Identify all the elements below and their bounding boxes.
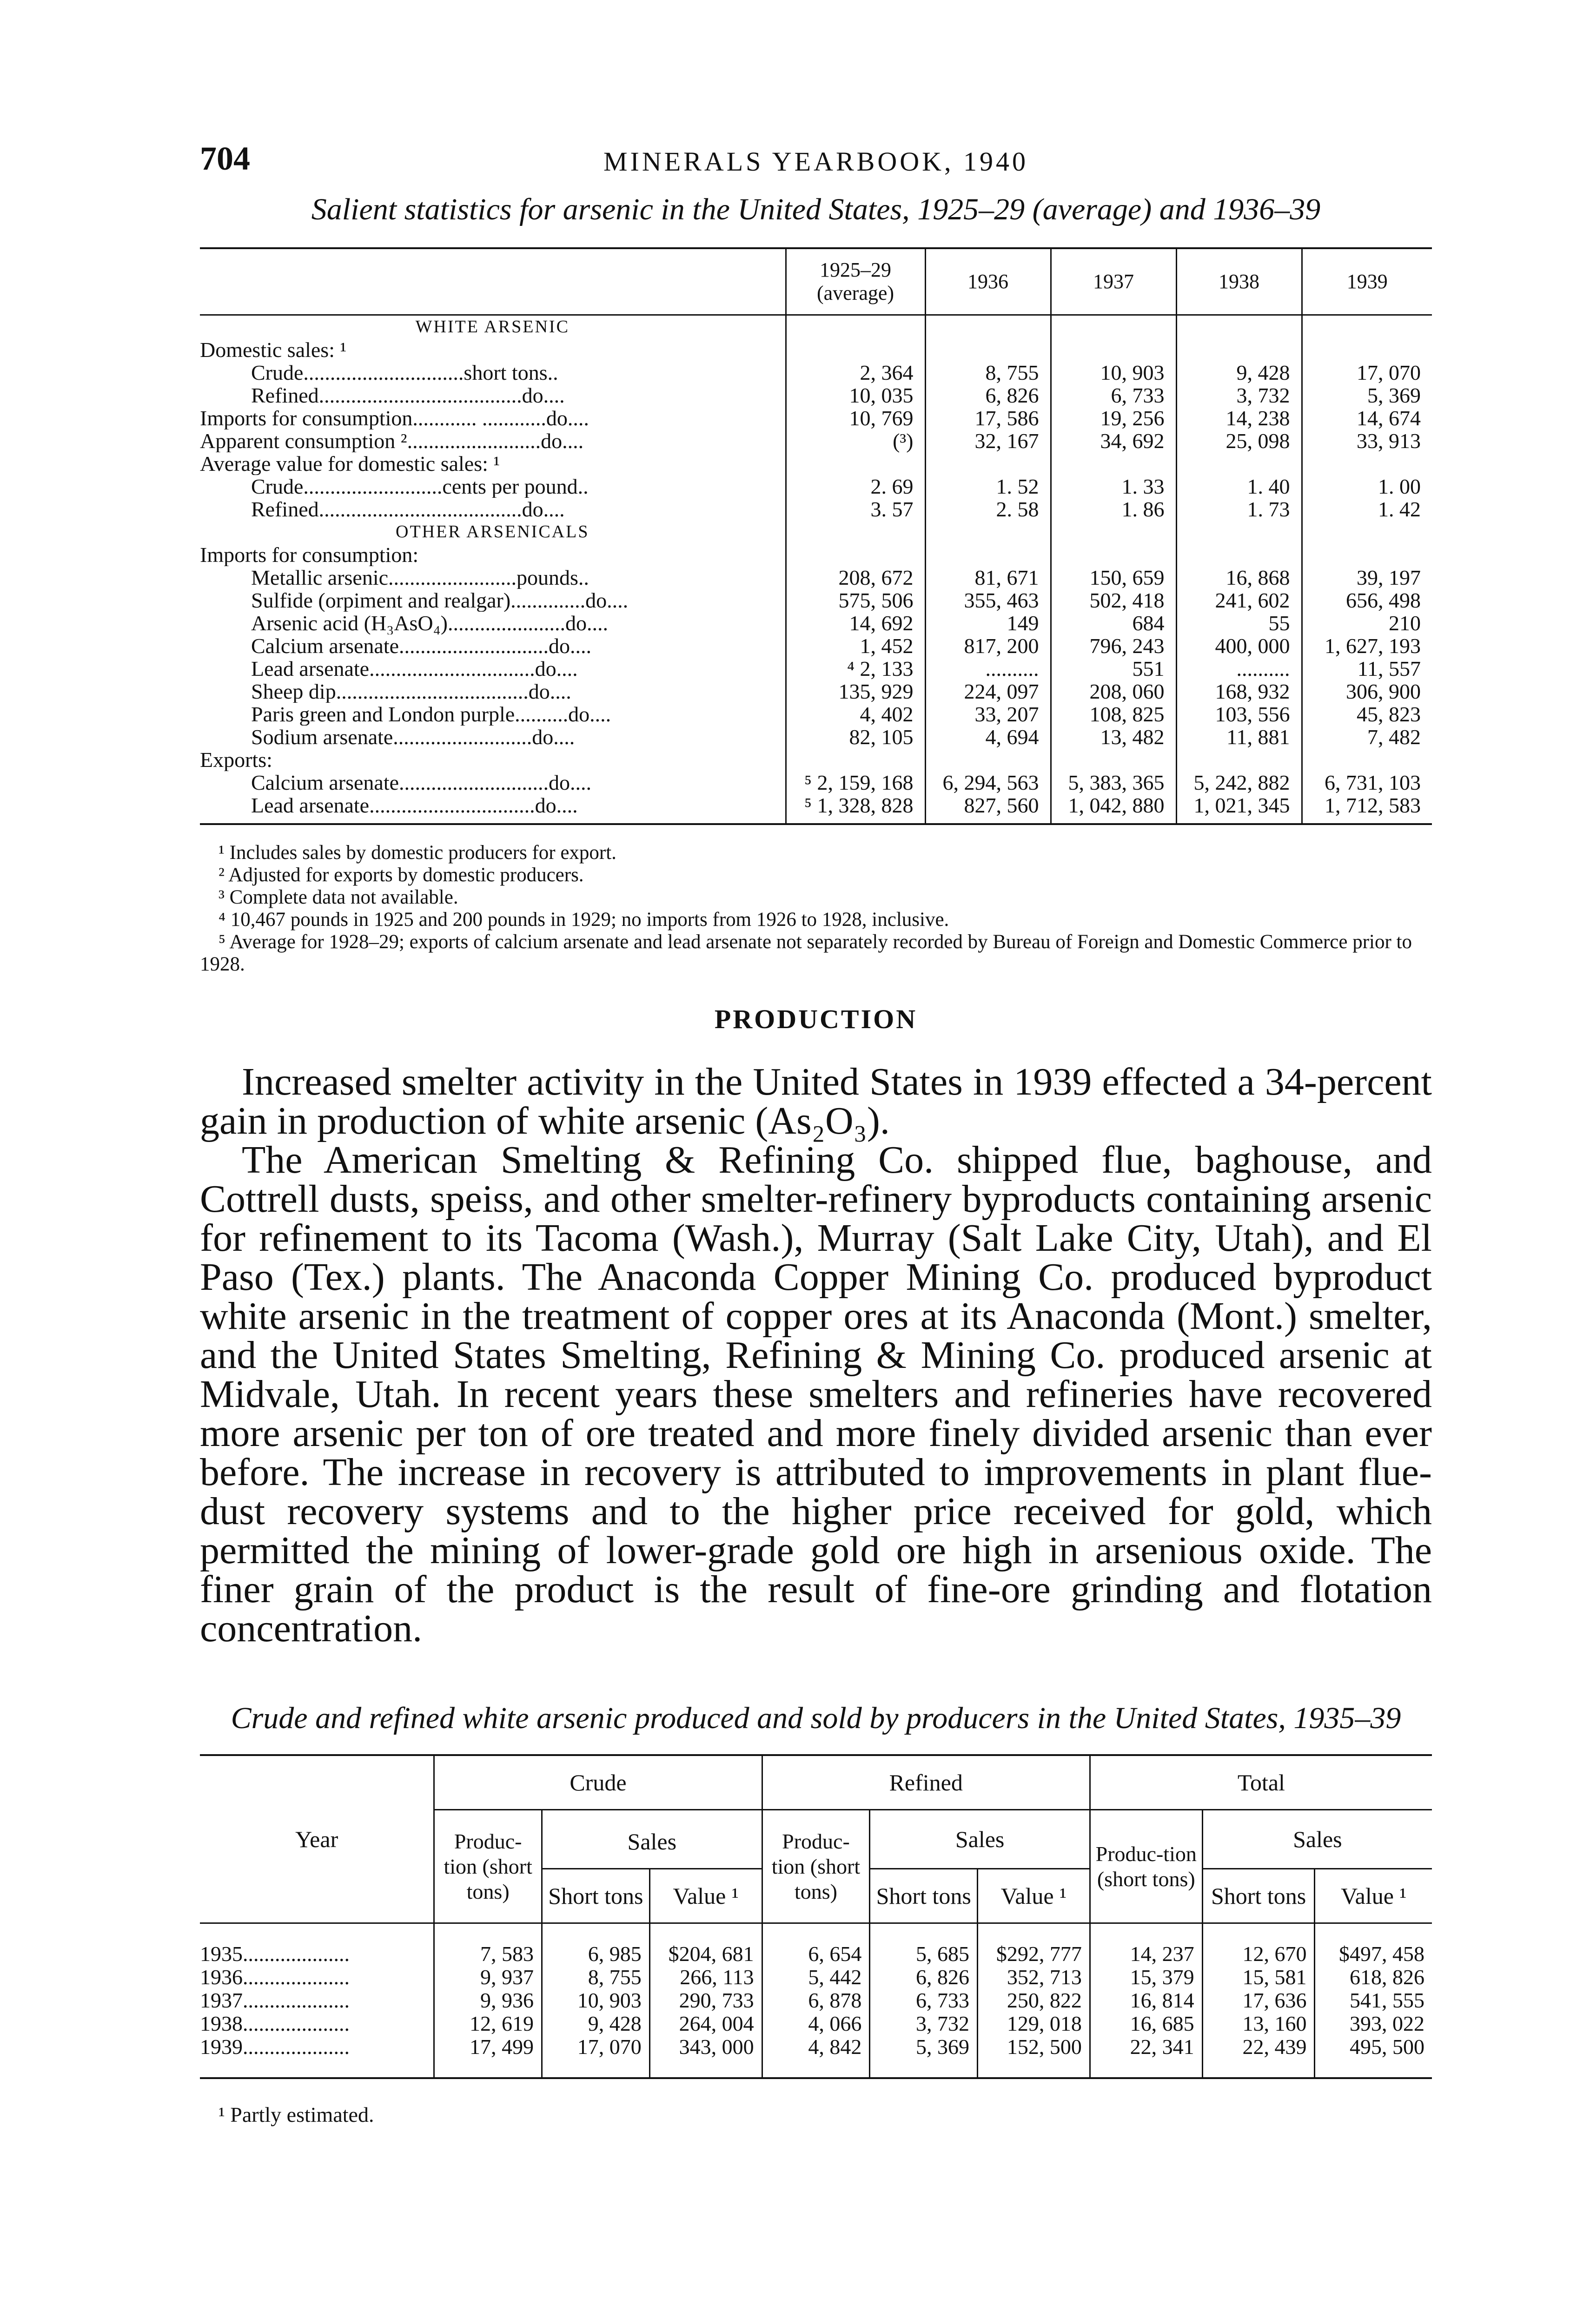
table2-footnote: ¹ Partly estimated. xyxy=(219,2103,374,2126)
cell-value: 9, 936 xyxy=(434,1989,542,2012)
paragraph: Increased smelter activity in the United States in 1939 effected a 34-percent gain in production of white arsenic (As₂O₃). xyxy=(200,1060,1432,1142)
cell-value: 12, 670 xyxy=(1202,1923,1315,1966)
cell-value: 4, 694 xyxy=(925,726,1051,748)
cell-value: 10, 903 xyxy=(1051,361,1176,384)
row-label: Apparent consumption ².........................do.... xyxy=(200,429,584,452)
cell-value: 4, 402 xyxy=(786,703,925,726)
cell-value: 5, 242, 882 xyxy=(1176,771,1302,794)
cell-value: 135, 929 xyxy=(786,680,925,703)
table-row xyxy=(200,612,1432,634)
cell-value: 82, 105 xyxy=(786,726,925,748)
cell-value: 7, 583 xyxy=(434,1923,542,1966)
group-header-refined: Refined xyxy=(762,1755,1090,1810)
section-heading: PRODUCTION xyxy=(714,1004,918,1034)
cell-value: 7, 482 xyxy=(1302,726,1432,748)
row-label: Sheep dip....................................do.... xyxy=(251,680,571,703)
short-tons-header: Short tons xyxy=(1202,1869,1315,1923)
cell-value: 5, 685 xyxy=(870,1923,978,1966)
cell-value: 6, 733 xyxy=(1051,384,1176,407)
cell-value xyxy=(1051,452,1176,475)
table-row xyxy=(200,657,1432,680)
cell-value: 208, 672 xyxy=(786,566,925,589)
cell-value: 355, 463 xyxy=(925,589,1051,612)
cell-value xyxy=(1051,748,1176,771)
cell-value: 6, 985 xyxy=(542,1923,650,1966)
row-label: Calcium arsenate............................do.... xyxy=(251,771,592,794)
cell-value: 618, 826 xyxy=(1315,1966,1432,1989)
row-label: Paris green and London purple..........do.... xyxy=(251,703,611,726)
cell-value: 393, 022 xyxy=(1315,2012,1432,2035)
cell-value xyxy=(1302,748,1432,771)
cell-value: 1. 33 xyxy=(1051,475,1176,498)
row-label: Lead arsenate...............................do.... xyxy=(251,794,578,817)
cell-value: 3. 57 xyxy=(786,498,925,521)
cell-value: 17, 636 xyxy=(1202,1989,1315,2012)
cell-value: 3, 732 xyxy=(870,2012,978,2035)
table-row xyxy=(200,748,1432,771)
page-header xyxy=(200,139,1432,191)
cell-value: 168, 932 xyxy=(1176,680,1302,703)
cell-value: 1. 73 xyxy=(1176,498,1302,521)
row-label: Imports for consumption............ ............do.... xyxy=(200,407,589,429)
table1-corner xyxy=(200,248,786,315)
row-label: Sodium arsenate..........................do.... xyxy=(251,726,575,748)
cell-value: 12, 619 xyxy=(434,2012,542,2035)
cell-value xyxy=(925,543,1051,566)
page-number: 704 xyxy=(200,140,250,177)
table-row xyxy=(200,1966,1432,1989)
cell-value: 103, 556 xyxy=(1176,703,1302,726)
production-header: Produc-tion (short tons) xyxy=(762,1810,870,1923)
cell-value: 400, 000 xyxy=(1176,634,1302,657)
year-cell: 1938.................... xyxy=(200,2012,350,2035)
table-row xyxy=(200,566,1432,589)
cell-value: 1, 021, 345 xyxy=(1176,794,1302,817)
cell-value: 5, 369 xyxy=(1302,384,1432,407)
cell-value: 17, 070 xyxy=(542,2035,650,2078)
sales-header: Sales xyxy=(870,1810,1090,1869)
cell-value xyxy=(925,748,1051,771)
cell-value: 33, 207 xyxy=(925,703,1051,726)
cell-value: 4, 066 xyxy=(762,2012,870,2035)
cell-value: $204, 681 xyxy=(649,1923,762,1966)
table-row xyxy=(200,543,1432,566)
cell-value: 10, 903 xyxy=(542,1989,650,2012)
row-label: Domestic sales: ¹ xyxy=(200,338,347,361)
cell-value: ⁴ 2, 133 xyxy=(786,657,925,680)
cell-value: 14, 237 xyxy=(1090,1923,1202,1966)
cell-value: 33, 913 xyxy=(1302,429,1432,452)
cell-value: .......... xyxy=(1176,657,1302,680)
cell-value xyxy=(1176,452,1302,475)
cell-value: 1, 627, 193 xyxy=(1302,634,1432,657)
cell-value: 241, 602 xyxy=(1176,589,1302,612)
table-row xyxy=(200,726,1432,748)
row-label: Calcium arsenate............................do.... xyxy=(251,634,592,657)
footnote: ³ Complete data not available. xyxy=(219,886,458,908)
col-header: 1938 xyxy=(1176,248,1302,315)
cell-value: ⁵ 1, 328, 828 xyxy=(786,794,925,817)
cell-value: 34, 692 xyxy=(1051,429,1176,452)
cell-value: 15, 379 xyxy=(1090,1966,1202,1989)
cell-value: 152, 500 xyxy=(978,2035,1090,2078)
cell-value: 9, 937 xyxy=(434,1966,542,1989)
cell-value: 250, 822 xyxy=(978,1989,1090,2012)
col-header: 1939 xyxy=(1302,248,1432,315)
cell-value: .......... xyxy=(925,657,1051,680)
cell-value: ⁵ 2, 159, 168 xyxy=(786,771,925,794)
cell-value: 684 xyxy=(1051,612,1176,634)
value-header: Value ¹ xyxy=(1315,1869,1432,1923)
row-label: Sulfide (orpiment and realgar)..............do.... xyxy=(251,589,629,612)
cell-value: 39, 197 xyxy=(1302,566,1432,589)
year-cell: 1936.................... xyxy=(200,1965,350,1989)
cell-value xyxy=(925,338,1051,361)
cell-value: 551 xyxy=(1051,657,1176,680)
cell-value: 6, 731, 103 xyxy=(1302,771,1432,794)
cell-value: 266, 113 xyxy=(649,1966,762,1989)
cell-value: 2. 69 xyxy=(786,475,925,498)
cell-value: 1. 00 xyxy=(1302,475,1432,498)
row-label: Refined......................................do.... xyxy=(251,384,565,407)
cell-value: 5, 442 xyxy=(762,1966,870,1989)
cell-value: 1. 86 xyxy=(1051,498,1176,521)
cell-value: 4, 842 xyxy=(762,2035,870,2078)
cell-value: 6, 733 xyxy=(870,1989,978,2012)
row-label: Arsenic acid (H₃AsO₄)......................do.... xyxy=(251,612,608,634)
col-header: 1936 xyxy=(925,248,1051,315)
cell-value: $292, 777 xyxy=(978,1923,1090,1966)
cell-value: 9, 428 xyxy=(542,2012,650,2035)
row-label: Imports for consumption: xyxy=(200,543,419,566)
cell-value: 495, 500 xyxy=(1315,2035,1432,2078)
cell-value: 129, 018 xyxy=(978,2012,1090,2035)
cell-value xyxy=(1302,338,1432,361)
group-header-total: Total xyxy=(1090,1755,1432,1810)
cell-value: 1. 40 xyxy=(1176,475,1302,498)
cell-value xyxy=(1176,543,1302,566)
short-tons-header: Short tons xyxy=(870,1869,978,1923)
table-row xyxy=(200,475,1432,498)
cell-value: 6, 826 xyxy=(870,1966,978,1989)
cell-value: 16, 685 xyxy=(1090,2012,1202,2035)
table-row xyxy=(200,429,1432,452)
sales-header: Sales xyxy=(1202,1810,1432,1869)
cell-value: 19, 256 xyxy=(1051,407,1176,429)
footnote: ¹ Includes sales by domestic producers for export. xyxy=(219,842,616,864)
table-row xyxy=(200,2012,1432,2035)
cell-value xyxy=(1176,338,1302,361)
cell-value: 827, 560 xyxy=(925,794,1051,817)
cell-value: 656, 498 xyxy=(1302,589,1432,612)
row-label: Crude..............................short tons.. xyxy=(251,361,558,384)
cell-value: 1. 52 xyxy=(925,475,1051,498)
production-header: Produc-tion (short tons) xyxy=(1090,1810,1202,1923)
cell-value: 8, 755 xyxy=(925,361,1051,384)
table1-caption: Salient statistics for arsenic in the United States, 1925–29 (average) and 1936–39 xyxy=(311,192,1321,226)
salient-statistics-table xyxy=(200,247,1432,825)
cell-value xyxy=(1051,543,1176,566)
cell-value: 224, 097 xyxy=(925,680,1051,703)
cell-value: 208, 060 xyxy=(1051,680,1176,703)
cell-value xyxy=(786,338,925,361)
cell-value: $497, 458 xyxy=(1315,1923,1432,1966)
cell-value: 108, 825 xyxy=(1051,703,1176,726)
cell-value: 10, 035 xyxy=(786,384,925,407)
cell-value: 5, 383, 365 xyxy=(1051,771,1176,794)
paragraph: The American Smelting & Refining Co. shipped flue, baghouse, and Cottrell dusts, speiss, and other smelter-refinery byproducts containing arsenic for refinement to its Tacoma (Wash.), Murray (Salt Lake City, Utah), and El Paso (Tex.) plants. The Anaconda Copper Mining Co. produced byproduct white arsenic in the treatment of copper ores at its Anaconda (Mont.) smelter, and the United States Smelting, Refining & Mining Co. produced arsenic at Midvale, Utah. In recent years these smelters and refineries have recovered more arsenic per ton of ore treated and more finely divided arsenic than ever before. The increase in recovery is attributed to improvements in plant flue-dust recovery systems and to the higher price received for gold, which permitted the mining of lower-grade gold ore high in arsenious oxide. The finer grain of the product is the result of fine-ore grinding and flotation concentration. xyxy=(200,1138,1432,1650)
col-header: 1925–29 (average) xyxy=(786,248,925,315)
year-cell: 1937.................... xyxy=(200,1988,350,2012)
footnote: ⁵ Average for 1928–29; exports of calcium arsenate and lead arsenate not separately recorded by Bureau of Foreign and Domestic Commerce prior to 1928. xyxy=(200,931,1412,975)
year-cell: 1935.................... xyxy=(200,1942,350,1966)
running-head: MINERALS YEARBOOK, 1940 xyxy=(603,146,1029,177)
cell-value: 343, 000 xyxy=(649,2035,762,2078)
cell-value: 10, 769 xyxy=(786,407,925,429)
cell-value: 32, 167 xyxy=(925,429,1051,452)
cell-value xyxy=(1302,543,1432,566)
value-header: Value ¹ xyxy=(978,1869,1090,1923)
cell-value: 9, 428 xyxy=(1176,361,1302,384)
cell-value: 25, 098 xyxy=(1176,429,1302,452)
cell-value: 22, 439 xyxy=(1202,2035,1315,2078)
table-row xyxy=(200,634,1432,657)
row-label: Lead arsenate...............................do.... xyxy=(251,657,578,680)
cell-value: 575, 506 xyxy=(786,589,925,612)
cell-value: 11, 881 xyxy=(1176,726,1302,748)
table-row xyxy=(200,2035,1432,2078)
row-label: Average value for domestic sales: ¹ xyxy=(200,452,500,475)
col-header: 1937 xyxy=(1051,248,1176,315)
cell-value: 14, 692 xyxy=(786,612,925,634)
section-row xyxy=(200,521,1432,543)
table-row xyxy=(200,794,1432,817)
footnote: ² Adjusted for exports by domestic producers. xyxy=(219,864,584,886)
cell-value xyxy=(1176,748,1302,771)
cell-value: 264, 004 xyxy=(649,2012,762,2035)
table-row xyxy=(200,703,1432,726)
cell-value: 17, 499 xyxy=(434,2035,542,2078)
table-row xyxy=(200,407,1432,429)
cell-value: 306, 900 xyxy=(1302,680,1432,703)
row-label: Exports: xyxy=(200,748,272,771)
cell-value: 1, 042, 880 xyxy=(1051,794,1176,817)
cell-value: 55 xyxy=(1176,612,1302,634)
cell-value: 17, 586 xyxy=(925,407,1051,429)
cell-value xyxy=(786,748,925,771)
table-row xyxy=(200,589,1432,612)
table-row xyxy=(200,680,1432,703)
production-sales-table xyxy=(200,1754,1432,2079)
row-label: Crude..........................cents per pound.. xyxy=(251,475,589,498)
cell-value: 1, 452 xyxy=(786,634,925,657)
cell-value xyxy=(1051,338,1176,361)
footnote: ⁴ 10,467 pounds in 1925 and 200 pounds in 1929; no imports from 1926 to 1928, inclusive. xyxy=(219,909,949,931)
group-header-crude: Crude xyxy=(434,1755,762,1810)
table-row xyxy=(200,498,1432,521)
table-row xyxy=(200,361,1432,384)
cell-value: 541, 555 xyxy=(1315,1989,1432,2012)
cell-value: 2. 58 xyxy=(925,498,1051,521)
short-tons-header: Short tons xyxy=(542,1869,650,1923)
cell-value: 14, 238 xyxy=(1176,407,1302,429)
cell-value: 16, 814 xyxy=(1090,1989,1202,2012)
row-label: Refined......................................do.... xyxy=(251,498,565,521)
cell-value: 14, 674 xyxy=(1302,407,1432,429)
cell-value: 45, 823 xyxy=(1302,703,1432,726)
cell-value: 796, 243 xyxy=(1051,634,1176,657)
cell-value: 15, 581 xyxy=(1202,1966,1315,1989)
table-row xyxy=(200,1989,1432,2012)
cell-value: 352, 713 xyxy=(978,1966,1090,1989)
table-row xyxy=(200,338,1432,361)
cell-value: 1. 42 xyxy=(1302,498,1432,521)
cell-value: 502, 418 xyxy=(1051,589,1176,612)
cell-value xyxy=(786,543,925,566)
table-row xyxy=(200,771,1432,794)
cell-value: 5, 369 xyxy=(870,2035,978,2078)
cell-value: 210 xyxy=(1302,612,1432,634)
cell-value: 6, 294, 563 xyxy=(925,771,1051,794)
cell-value: 13, 160 xyxy=(1202,2012,1315,2035)
cell-value: 11, 557 xyxy=(1302,657,1432,680)
table-row xyxy=(200,452,1432,475)
cell-value xyxy=(786,452,925,475)
section-other-arsenicals: OTHER ARSENICALS xyxy=(396,522,590,541)
section-row xyxy=(200,315,1432,339)
cell-value: 81, 671 xyxy=(925,566,1051,589)
cell-value: 3, 732 xyxy=(1176,384,1302,407)
cell-value: 17, 070 xyxy=(1302,361,1432,384)
page xyxy=(200,139,1432,2127)
section-white-arsenic: WHITE ARSENIC xyxy=(415,317,570,337)
cell-value: 6, 878 xyxy=(762,1989,870,2012)
cell-value: 22, 341 xyxy=(1090,2035,1202,2078)
table2-caption: Crude and refined white arsenic produced and sold by producers in the United States, 1935–39 xyxy=(231,1701,1401,1735)
production-header: Produc-tion (short tons) xyxy=(434,1810,542,1923)
row-label: Metallic arsenic........................pounds.. xyxy=(251,566,589,589)
table-row xyxy=(200,384,1432,407)
cell-value xyxy=(1302,452,1432,475)
year-header: Year xyxy=(200,1755,434,1923)
cell-value: 6, 826 xyxy=(925,384,1051,407)
cell-value: 149 xyxy=(925,612,1051,634)
value-header: Value ¹ xyxy=(649,1869,762,1923)
cell-value: 8, 755 xyxy=(542,1966,650,1989)
table1-footnotes xyxy=(200,842,1432,976)
cell-value: 16, 868 xyxy=(1176,566,1302,589)
production-text xyxy=(200,1060,1432,1650)
cell-value: 150, 659 xyxy=(1051,566,1176,589)
cell-value: 2, 364 xyxy=(786,361,925,384)
cell-value: 6, 654 xyxy=(762,1923,870,1966)
table-row xyxy=(200,1923,1432,1966)
cell-value: 1, 712, 583 xyxy=(1302,794,1432,817)
cell-value: 13, 482 xyxy=(1051,726,1176,748)
cell-value: 290, 733 xyxy=(649,1989,762,2012)
sales-header: Sales xyxy=(542,1810,762,1869)
cell-value: 817, 200 xyxy=(925,634,1051,657)
year-cell: 1939.................... xyxy=(200,2035,350,2059)
cell-value xyxy=(925,452,1051,475)
cell-value: (³) xyxy=(786,429,925,452)
